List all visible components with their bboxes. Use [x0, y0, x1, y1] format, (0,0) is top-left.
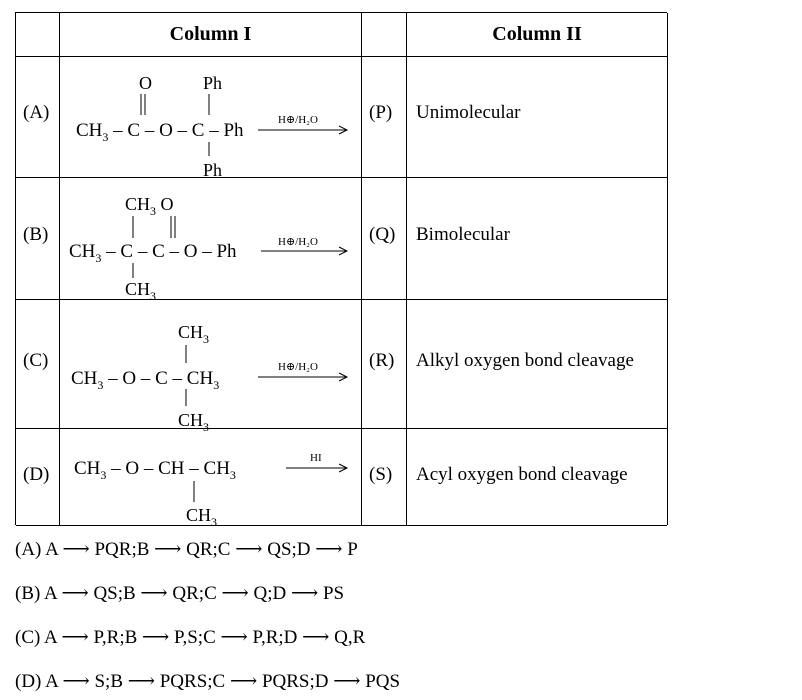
answer-option-c[interactable]: (C) A ⟶ P,R;B ⟶ P,S;C ⟶ P,R;D ⟶ Q,R — [15, 627, 366, 648]
reaction-b-reagent: H⊕/H₂O — [278, 236, 318, 248]
svg-text:O: O — [139, 73, 152, 93]
svg-text:Ph: Ph — [203, 73, 223, 93]
reaction-a-reagent: H⊕/H₂O — [278, 114, 318, 126]
answer-option-a[interactable]: (A) A ⟶ PQR;B ⟶ QR;C ⟶ QS;D ⟶ P — [15, 539, 358, 560]
svg-text:CH3 – C – C – O – Ph: $CH_3$ – C – C – O – Ph — [69, 241, 237, 265]
answer-option-b[interactable]: (B) A ⟶ QS;B ⟶ QR;C ⟶ Q;D ⟶ PS — [15, 583, 345, 604]
answer-option-d[interactable]: (D) A ⟶ S;B ⟶ PQRS;C ⟶ PQRS;D ⟶ PQS — [15, 671, 401, 692]
row-p-text: Unimolecular — [416, 102, 521, 123]
row-c-label: (C) — [23, 350, 49, 371]
reaction-b-structure — [60, 178, 360, 303]
row-s-label: (S) — [369, 464, 393, 485]
reaction-d-structure — [60, 429, 360, 529]
svg-text:CH3 – C – O – C – Ph: $CH_3$ – C – O – C – Ph — [76, 120, 244, 144]
svg-text:Ph: Ph — [203, 160, 223, 180]
svg-text:CH3 – O – C – CH3: $CH_3$ – O – C – $CH_3$ — [71, 368, 220, 392]
row-b-label: (B) — [23, 224, 49, 245]
match-table — [15, 12, 667, 529]
svg-text:CH3: $CH_3$ — [125, 279, 157, 303]
column-i-header: Column I — [169, 23, 252, 45]
svg-text:CH3 – O – CH – CH3: $CH_3$ – O – CH – $CH_3$ — [74, 458, 236, 482]
reaction-c-structure — [60, 300, 360, 434]
row-s-text: Acyl oxygen bond cleavage — [416, 464, 628, 485]
reaction-c-reagent: H⊕/H₂O — [278, 361, 318, 373]
reaction-a-structure — [60, 57, 360, 180]
svg-text:CH3: $CH_3$ — [178, 322, 210, 346]
row-q-label: (Q) — [369, 224, 396, 245]
column-ii-header: Column II — [492, 23, 582, 45]
svg-text:CH3 O: $CH_3$ O — [125, 194, 174, 218]
reaction-d-reagent: HI — [310, 452, 322, 464]
row-d-label: (D) — [23, 464, 50, 485]
row-q-text: Bimolecular — [416, 224, 510, 245]
svg-text:CH3: $CH_3$ — [178, 410, 210, 434]
row-r-text: Alkyl oxygen bond cleavage — [416, 350, 634, 371]
row-a-label: (A) — [23, 102, 50, 123]
svg-text:CH3: $CH_3$ — [186, 505, 218, 529]
row-p-label: (P) — [369, 102, 393, 123]
row-r-label: (R) — [369, 350, 395, 371]
